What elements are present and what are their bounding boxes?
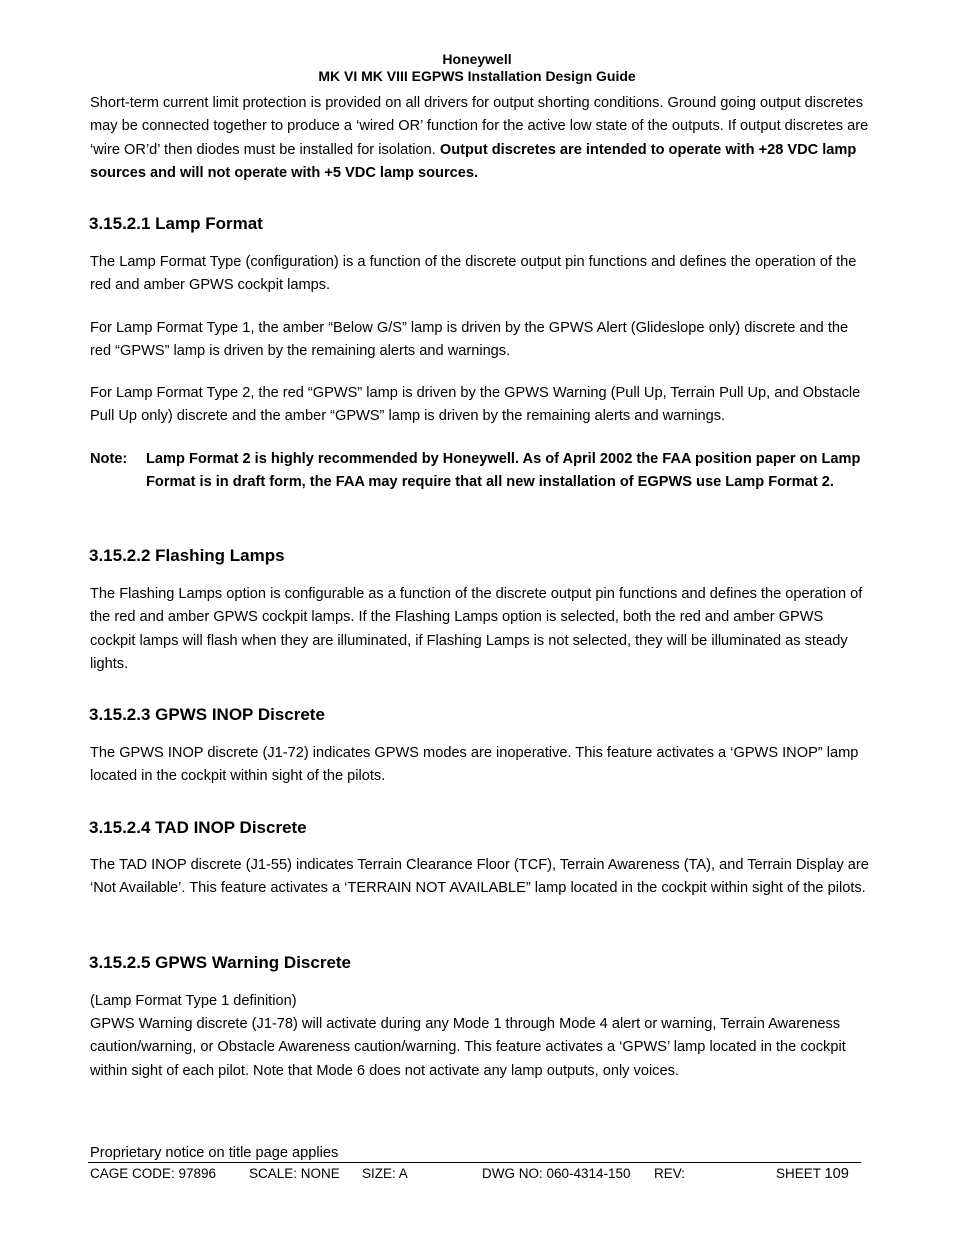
lamp-format-paragraph-2: For Lamp Format Type 1, the amber “Below G/S” lamp is driven by the GPWS Alert (Glideslope only) discrete and the red “GPWS” lamp is driven by the remaining alerts and warnings. bbox=[90, 320, 849, 360]
tad-inop-paragraph: The TAD INOP discrete (J1-55) indicates Terrain Clearance Floor (TCF), Terrain Awareness (TA), and Terrain Display are ‘Not Available’. This feature activates a ‘TERRAIN NOT AVAILABLE” lamp located in the cockpit within sight of the pilots. bbox=[90, 857, 869, 897]
intro-bold-text: Output discretes are intended to operate with +28 VDC lamp sources and will not operate with +5 VDC lamp sources. bbox=[90, 141, 857, 182]
header-title: MK VI MK VIII EGPWS Installation Design Guide bbox=[318, 68, 636, 84]
cage-code: CAGE CODE: 97896 bbox=[90, 1166, 217, 1181]
heading-tad-inop-discrete: 3.15.2.4 TAD INOP Discrete bbox=[89, 818, 307, 837]
intro-text: Short-term current limit protection is provided on all drivers for output shorting conditions. Ground going output discretes may be connected together to produce a ‘wired OR’ function for the active low state of the outputs. If output discretes are ‘wire OR’d’ then diodes must be installed for isolation. bbox=[90, 95, 869, 158]
lamp-format-paragraph-3: For Lamp Format Type 2, the red “GPWS” lamp is driven by the GPWS Warning (Pull Up, Terrain Pull Up, and Obstacle Pull Up only) discrete and the amber “GPWS” lamp is driven by the remaining alerts and warnings. bbox=[90, 385, 861, 425]
revision: REV: bbox=[654, 1166, 686, 1181]
intro-paragraph bbox=[90, 92, 870, 186]
note-label: Note: bbox=[90, 451, 128, 467]
gpws-warning-subtitle: (Lamp Format Type 1 definition) bbox=[90, 993, 297, 1009]
heading-lamp-format: 3.15.2.1 Lamp Format bbox=[89, 214, 263, 233]
gpws-warning-paragraph: GPWS Warning discrete (J1-78) will activate during any Mode 1 through Mode 4 alert or warning, Terrain Awareness caution/warning, or Obstacle Awareness caution/warning. This feature activates a ‘GPWS’ lamp located in the cockpit within sight of each pilot. Note that Mode 6 does not activate any lamp outputs, only voices. bbox=[90, 1016, 846, 1079]
sheet-number: 109 bbox=[824, 1166, 849, 1182]
sheet-info bbox=[776, 1166, 849, 1182]
gpws-inop-paragraph: The GPWS INOP discrete (J1-72) indicates GPWS modes are inoperative. This feature activates a ‘GPWS INOP” lamp located in the cockpit within sight of the pilots. bbox=[90, 745, 859, 785]
size: SIZE: A bbox=[362, 1166, 408, 1181]
heading-gpws-inop-discrete: 3.15.2.3 GPWS INOP Discrete bbox=[89, 705, 325, 724]
scale: SCALE: NONE bbox=[249, 1166, 340, 1181]
footer-divider bbox=[88, 1162, 861, 1163]
drawing-number: DWG NO: 060-4314-150 bbox=[482, 1166, 631, 1181]
lamp-format-paragraph-1: The Lamp Format Type (configuration) is a function of the discrete output pin functions and defines the operation of the red and amber GPWS cockpit lamps. bbox=[90, 254, 857, 294]
sheet-label: SHEET bbox=[776, 1166, 821, 1181]
flashing-lamps-paragraph: The Flashing Lamps option is configurable as a function of the discrete output pin functions and defines the operation of the red and amber GPWS cockpit lamps. If the Flashing Lamps option is selected, both the red and amber GPWS cockpit lamps will flash when they are illuminated, if Flashing Lamps is not selected, they will be illuminated as steady lights. bbox=[90, 586, 863, 673]
heading-gpws-warning-discrete: 3.15.2.5 GPWS Warning Discrete bbox=[89, 953, 352, 972]
heading-flashing-lamps: 3.15.2.2 Flashing Lamps bbox=[89, 546, 285, 565]
header-company: Honeywell bbox=[442, 51, 512, 67]
proprietary-notice: Proprietary notice on title page applies bbox=[90, 1145, 339, 1161]
note-text: Lamp Format 2 is highly recommended by Honeywell. As of April 2002 the FAA position paper on Lamp Format is in draft form, the FAA may require that all new installation of EGPWS use Lamp Format 2. bbox=[146, 451, 861, 490]
